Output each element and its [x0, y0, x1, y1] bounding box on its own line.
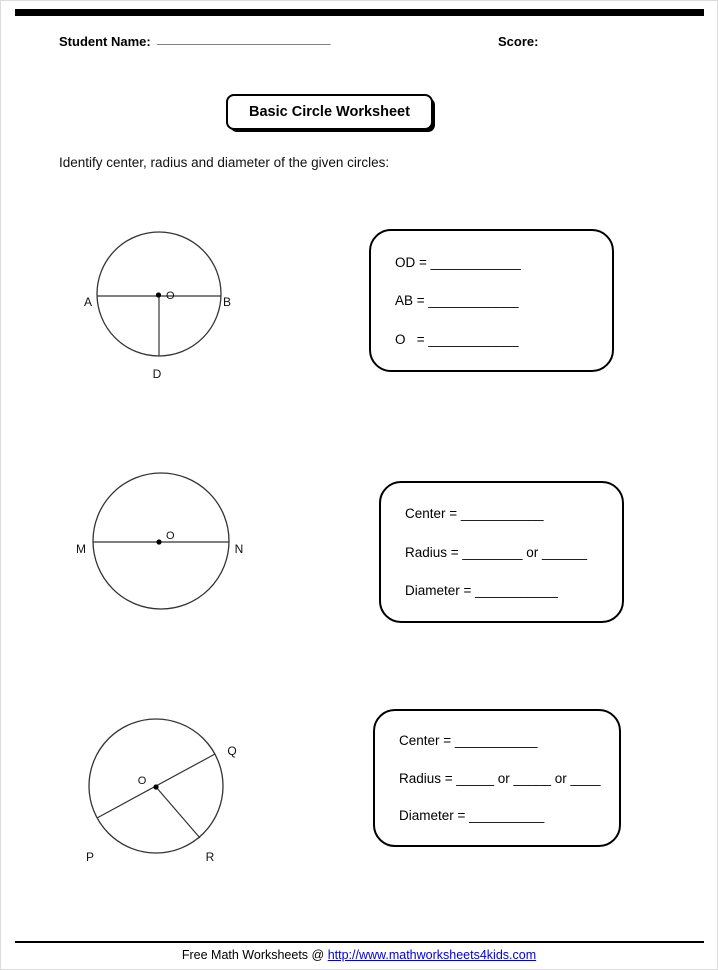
center-dot: [156, 292, 161, 297]
circle-diagram-2: [73, 469, 253, 621]
instruction-text: Identify center, radius and diameter of the given circles:: [59, 155, 390, 170]
footer-rule: [15, 941, 704, 943]
answer-line-od: OD = ____________: [395, 254, 521, 270]
point-label-b: B: [222, 295, 232, 309]
point-label-q: Q: [227, 744, 237, 758]
score-label: Score:: [498, 34, 539, 49]
point-label-n: N: [234, 542, 244, 556]
radius-or-line: [156, 787, 200, 838]
center-dot: [156, 539, 161, 544]
point-label-p: P: [85, 850, 95, 864]
student-name-blank: ________________________: [157, 31, 331, 46]
point-label-a: A: [83, 295, 93, 309]
top-rule: [15, 9, 704, 16]
answer-line-radius: Radius = _____ or _____ or ____: [399, 770, 601, 786]
answer-line-diameter: Diameter = __________: [399, 807, 545, 823]
answer-line-o: O = ____________: [395, 331, 519, 347]
point-label-r: R: [205, 850, 215, 864]
worksheet-title-box: [226, 94, 433, 130]
answer-line-center: Center = ___________: [399, 733, 538, 749]
answer-line-ab: AB = ____________: [395, 293, 519, 308]
center-dot: [153, 784, 158, 789]
footer-link[interactable]: http://www.mathworksheets4kids.com: [327, 948, 537, 962]
center-point-label: O: [166, 530, 175, 542]
footer-text: Free Math Worksheets @: [181, 948, 328, 962]
circle-diagram-1: [79, 223, 251, 385]
circle-diagram-3: [79, 713, 251, 871]
center-point-label: O: [166, 290, 175, 302]
student-name-label: Student Name:: [59, 34, 151, 49]
center-point-label: O: [137, 775, 147, 787]
point-label-m: M: [76, 542, 86, 556]
answer-box-1: [369, 229, 614, 372]
worksheet-title: Basic Circle Worksheet: [249, 104, 410, 120]
answer-line-radius: Radius = ________ or ______: [405, 544, 588, 560]
point-label-d: D: [152, 367, 162, 381]
answer-box-3: [373, 709, 621, 847]
answer-line-diameter: Diameter = ___________: [405, 582, 558, 598]
footer: [1, 948, 717, 962]
answer-line-center: Center = ___________: [405, 506, 544, 522]
answer-box-2: [379, 481, 624, 623]
